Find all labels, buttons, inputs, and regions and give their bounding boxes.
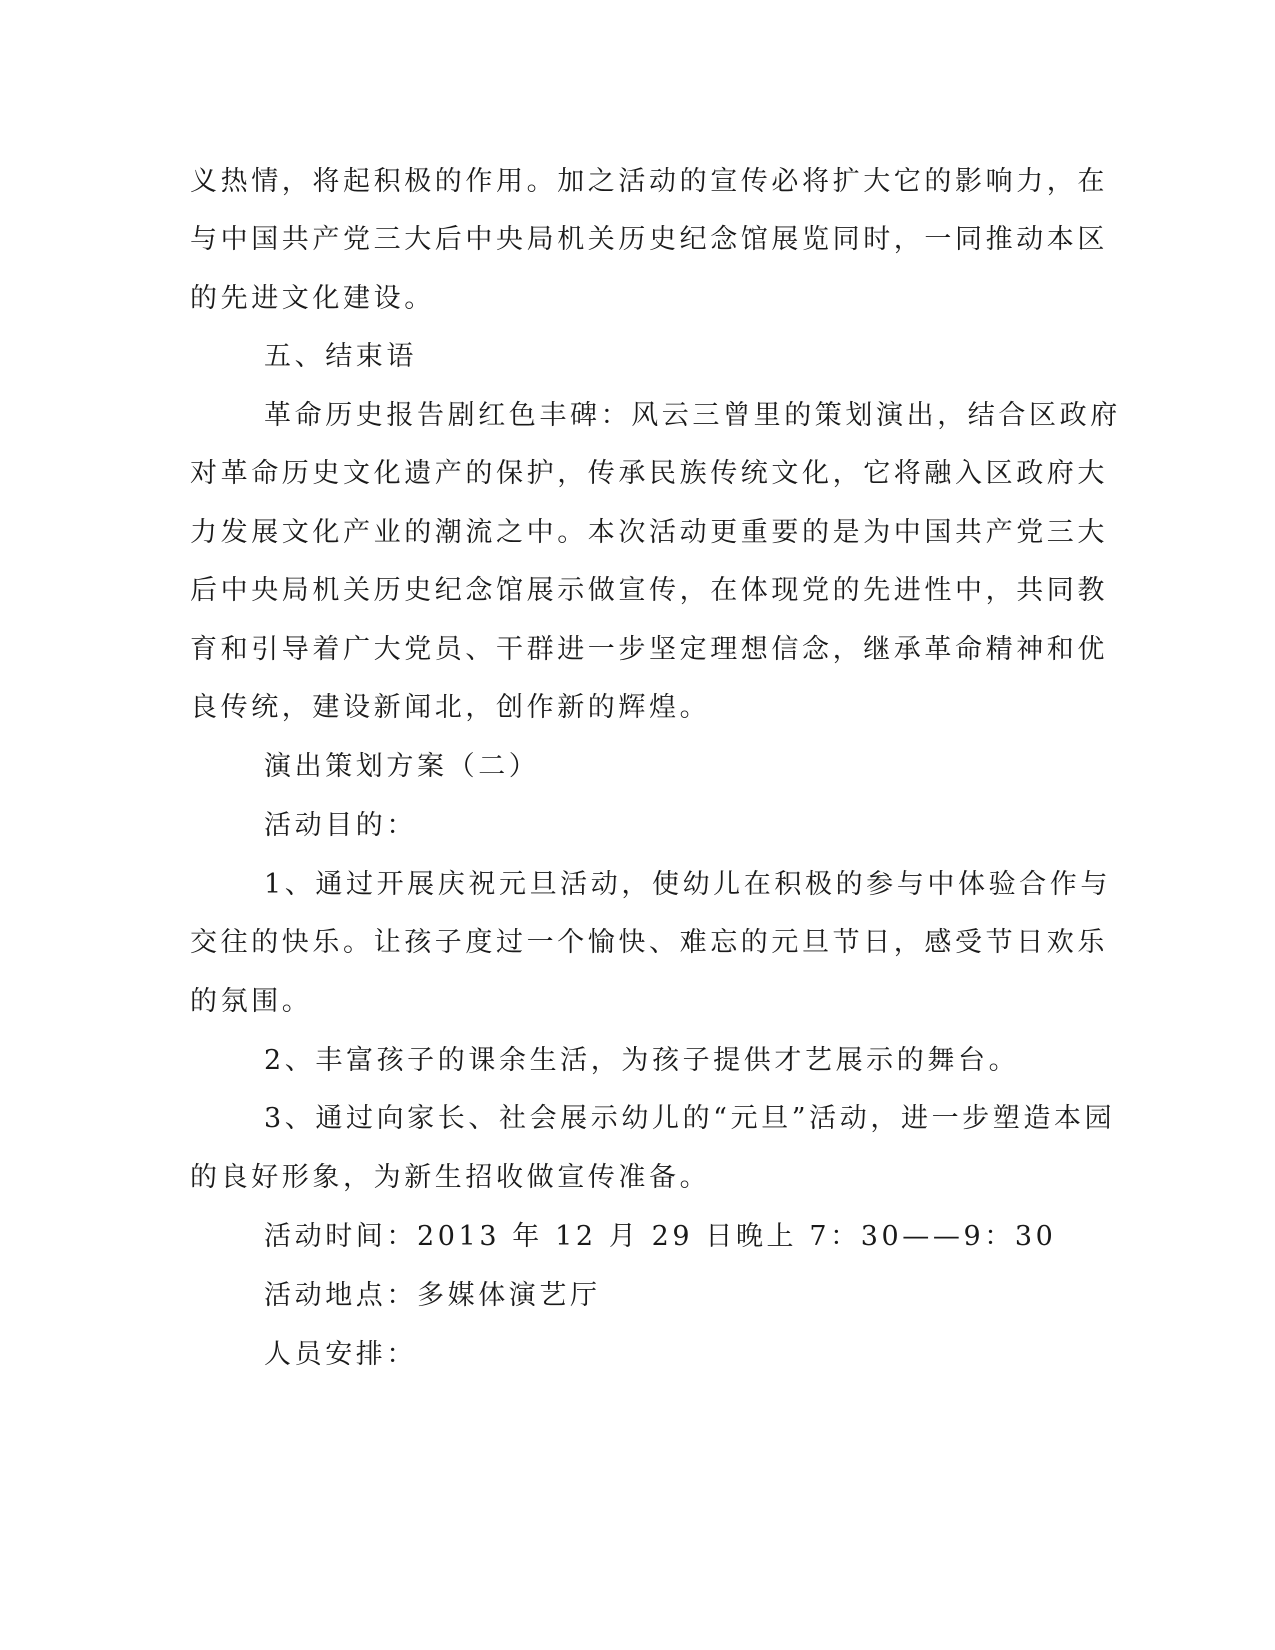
body-line: 与中国共产党三大后中央局机关历史纪念馆展览同时，一同推动本区 — [190, 224, 1108, 255]
body-line: 育和引导着广大党员、干群进一步坚定理想信念，继承革命精神和优 — [190, 634, 1108, 665]
body-line: 后中央局机关历史纪念馆展示做宣传，在体现党的先进性中，共同教 — [190, 575, 1108, 606]
section-heading: 五、结束语 — [264, 341, 417, 372]
event-time: 活动时间：2013 年 12 月 29 日晚上 7：30——9：30 — [264, 1221, 1057, 1252]
staff-arrangement: 人员安排： — [264, 1339, 417, 1370]
body-line: 对革命历史文化遗产的保护，传承民族传统文化，它将融入区政府大 — [190, 458, 1108, 489]
body-line: 良传统，建设新闻北，创作新的辉煌。 — [190, 692, 711, 723]
body-line: 的先进文化建设。 — [190, 283, 435, 314]
document-title: 演出策划方案（二） — [264, 751, 540, 782]
body-line: 交往的快乐。让孩子度过一个愉快、难忘的元旦节日，感受节日欢乐 — [190, 927, 1108, 958]
list-item: 1、通过开展庆祝元旦活动，使幼儿在积极的参与中体验合作与 — [264, 869, 1111, 900]
subheading: 活动目的： — [264, 810, 417, 841]
event-location: 活动地点：多媒体演艺厅 — [264, 1280, 601, 1311]
body-line: 的良好形象，为新生招收做宣传准备。 — [190, 1162, 711, 1193]
list-item: 3、通过向家长、社会展示幼儿的“元旦”活动，进一步塑造本园 — [264, 1103, 1116, 1134]
body-line: 的氛围。 — [190, 986, 313, 1017]
body-line: 义热情，将起积极的作用。加之活动的宣传必将扩大它的影响力，在 — [190, 166, 1108, 197]
body-line: 革命历史报告剧红色丰碑：风云三曾里的策划演出，结合区政府 — [264, 400, 1121, 431]
body-line: 力发展文化产业的潮流之中。本次活动更重要的是为中国共产党三大 — [190, 517, 1108, 548]
list-item: 2、丰富孩子的课余生活，为孩子提供才艺展示的舞台。 — [264, 1045, 1020, 1076]
